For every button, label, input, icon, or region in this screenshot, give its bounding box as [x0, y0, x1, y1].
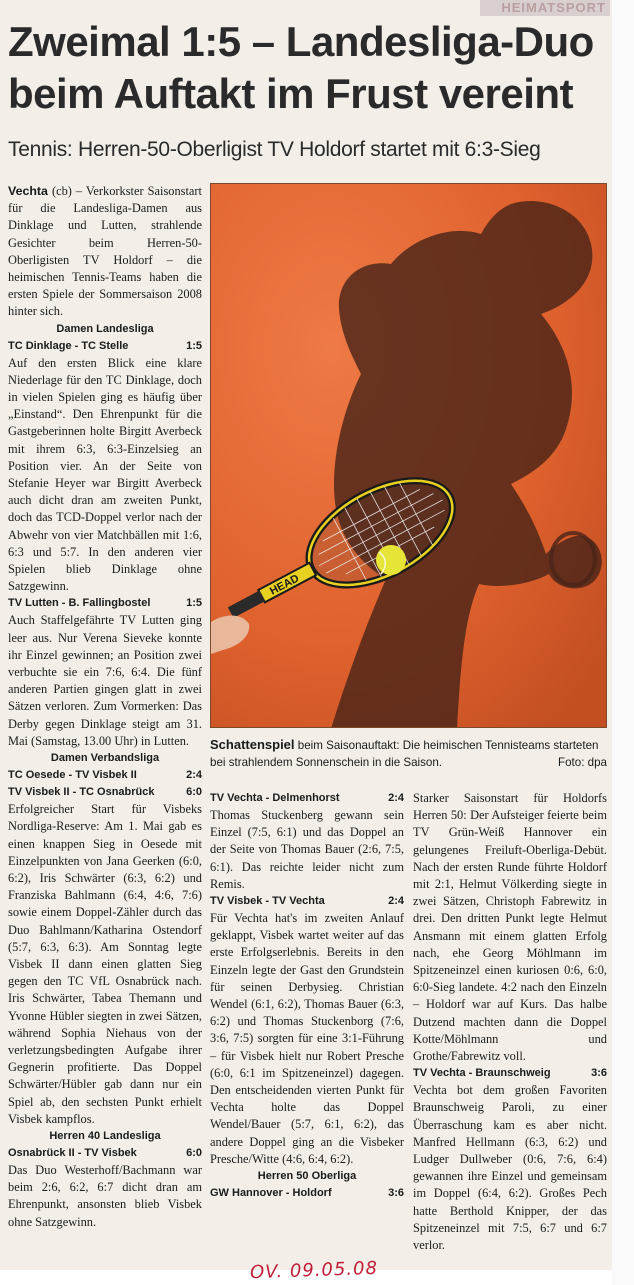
column-1	[8, 183, 202, 1231]
tennis-shadow-photo	[210, 183, 607, 728]
match-teams: GW Hannover - Holdorf	[210, 1187, 332, 1200]
match-report: Erfolgreicher Start für Visbeks Nordliga-Reserve: Am 1. Mai gab es einen knappen Sieg in Oesede mit Einzelpunkten von Jana Geerken (6:0, 6:2), Iris Schwärter (6:3, 6:2) und Franziska Bahlmann (6:4, 4:6, 7:6) sowie einem Doppel-Zähler durch das Duo Bahlmann/Katharina Ostendorf (5:7, 6:3, 6:3). Am Sonntag legte Visbek II dann einen glatten Sieg gegen den TC VfL Osnabrück nach. Iris Schwärter, Tabea Themann und Yvonne Hübler siegten in zwei Sätzen, während Sophia Niehaus von der verletzungsbedingten Aufgabe ihrer Gegnerin profitierte. Das Doppel Schwärter/Hübler gab dann nur ein Spiel ab, den sechsten Punkt erhielt Visbek kampflos.	[8, 802, 202, 1126]
match-score: 3:6	[591, 1067, 607, 1080]
intro-text: (cb) – Verkorkster Saisonstart für die Landesliga-Damen aus Dinklage und Lutten, strahlende Gesichter beim Herren-50-Oberligisten TV Holdorf – die heimischen Tennis-Teams haben die ersten Spiele der Sommersaison 2008 hinter sich.	[8, 184, 202, 319]
match-teams: TC Dinklage - TC Stelle	[8, 339, 129, 352]
match-score: 3:6	[388, 1187, 404, 1200]
caption-lead: Schattenspiel	[210, 737, 295, 752]
match-teams: TV Lutten - B. Fallingbostel	[8, 597, 151, 610]
racket-brand-label: HEAD	[268, 572, 302, 598]
photo-image	[211, 184, 607, 728]
subheadline: Tennis: Herren-50-Oberligist TV Holdorf startet mit 6:3-Sieg	[8, 138, 541, 161]
section-heading: Herren 40 Landesliga	[49, 1129, 161, 1142]
masthead-fragment: HEIMATSPORT	[480, 0, 610, 16]
match-heading	[8, 784, 202, 801]
photo-caption	[210, 736, 607, 771]
match-teams: TV Visbek - TV Vechta	[210, 895, 325, 908]
match-report: Das Duo Westerhoff/Bachmann war beim 2:6, 6:2, 6:7 dicht dran am Ehrenpunkt, ansonsten blieb Visbek ohne Satzgewinn.	[8, 1162, 202, 1229]
section-heading: Herren 50 Oberliga	[257, 1170, 357, 1183]
match-teams: TV Visbek II - TC Osnabrück	[8, 786, 155, 799]
match-score: 2:4	[388, 895, 404, 908]
scan-margin	[612, 0, 634, 1285]
intro-paragraph	[8, 183, 202, 321]
dateline: Vechta	[8, 184, 48, 198]
match-teams: Osnabrück II - TV Visbek	[8, 1146, 137, 1159]
match-score: 2:4	[388, 792, 404, 804]
headline: Zweimal 1:5 – Landesliga-Duo beim Auftakt im Frust vereint	[8, 18, 594, 117]
match-score: 6:0	[186, 786, 202, 799]
section-heading: Damen Verbandsliga	[50, 752, 160, 765]
match-report: Thomas Stuckenberg gewann sein Einzel (7:5, 6:1) und das Doppel an der Seite von Thomas Bauer (2:6, 7:5, 6:1). Das reichte leider nicht zum Remis.	[210, 808, 404, 891]
match-score: 6:0	[186, 1146, 202, 1159]
match-heading	[210, 790, 404, 807]
match-heading	[8, 595, 202, 612]
match-report: Vechta bot dem großen Favoriten Braunschweig Paroli, zu einer Überraschung kam es aber nicht. Manfred Hellmann (6:3, 6:2) und Ludger Dullweber (0:6, 7:6, 6:4) gewannen ihre Einzel und gemeinsam im Doppel (6:4, 6:2). Großes Pech hatte Berthold Knipper, der das Spitzeneinzel mit 7:5, 6:7 und 6:7 verlor.	[413, 1083, 607, 1253]
match-heading	[8, 1145, 202, 1162]
match-heading	[413, 1065, 607, 1082]
match-teams: TV Vechta - Braunschweig	[413, 1067, 551, 1080]
match-report: Für Vechta hat's im zweiten Anlauf geklappt, Visbek wartet weiter auf das erste Erfolgserlebnis. Bereits in den Einzeln legte der Gast den Grundstein für seinen Derbysieg. Christian Wendel (6:1, 6:2), Thomas Bauer (6:3, 6:2) und Thomas Stuckenborg (7:6, 3:6, 7:5) sorgten für eine 3:1-Führung – für Visbek hielt nur Robert Presche (6:0, 6:1 im Spitzeneinzel) dagegen. Den entscheidenden vierten Punkt für Vechta holte das Doppel Wendel/Bauer (5:7, 6:1, 6:2), das andere Doppel ging an die Visbeker Presche/Witte (4:6, 6:4, 6:2).	[210, 911, 404, 1166]
match-report: Auch Staffelgefährte TV Lutten ging leer aus. Nur Verena Sieveke konnte ihr Einzel gewinnen; an Position zwei verbuchte sie ein 7:6, 6:4. Die fünf anderen Partien gingen glatt in zwei Sätzen verloren. Zum Vormerken: Das Derby gegen Dinklage steigt am 31. Mai (Samstag, 13.00 Uhr) in Lutten.	[8, 613, 202, 748]
column-3	[413, 790, 607, 1254]
match-heading	[8, 338, 202, 355]
tennis-ball	[376, 545, 406, 575]
column-2	[210, 790, 404, 1202]
section-heading: Damen Landesliga	[56, 322, 154, 335]
match-score: 1:5	[186, 339, 202, 352]
match-heading	[8, 767, 202, 784]
photo-credit: Foto: dpa	[558, 756, 607, 769]
match-score: 2:4	[186, 769, 202, 782]
match-teams: TV Vechta - Delmenhorst	[210, 792, 340, 804]
match-teams: TC Oesede - TV Visbek II	[8, 769, 137, 782]
match-report: Auf den ersten Blick eine klare Niederlage für den TC Dinklage, doch in vielen Spielen ging es häufig über „Einstand“. Den Ehrenpunkt für die Gastgeberinnen holte Birgitt Averbeck mit ihrem 6:3, 6:3-Einzelsieg an Position vier. An der Seite von Stefanie Heyer war Birgitt Averbeck auch dicht dran am zweiten Punkt, doch das TCD-Doppel verlor nach der Abwehr von vier Matchbällen mit 1:6, 6:3 und 5:7. In den anderen vier Spielen blieb Dinklage ohne Satzgewinn.	[8, 355, 202, 594]
match-heading	[210, 893, 404, 910]
match-heading	[210, 1185, 404, 1202]
match-score: 1:5	[186, 597, 202, 610]
match-report: Starker Saisonstart für Holdorfs Herren 50: Der Aufsteiger feierte beim TV Grün-Weiß Hannover ein gelungenes Freiluft-Oberliga-Debüt. Nach der ersten Runde führte Holdorf mit 2:1, Helmut Völkerding siegte in zwei Sätzen, Christoph Fabrewitz in drei. Den dritten Punkt legte Helmut Ansmann mit einem glatten Erfolg nach, ehe Georg Möhlmann im Spitzeneinzel einen kuriosen 0:6, 6:0, 6:0-Sieg landete. 4:2 nach den Einzeln – Holdorf war auf Kurs. Das halbe Dutzend machten dann die Doppel Kotte/Möhlmann und Grothe/Fabrewitz voll.	[413, 791, 607, 1064]
handwritten-date-note: OV. 09.05.08	[249, 1257, 379, 1284]
caption-text: beim Saisonauftakt: Die heimischen Tennisteams starteten bei strahlendem Sonnenschein in die Saison.	[210, 739, 599, 769]
